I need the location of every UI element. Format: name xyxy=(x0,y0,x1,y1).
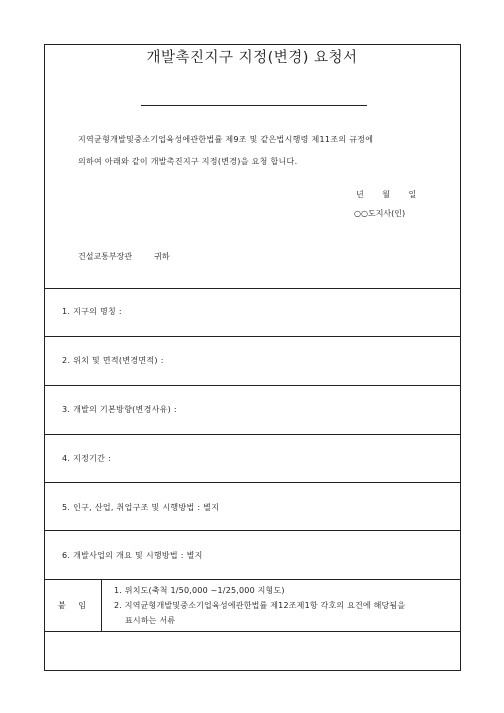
item-6-label: 6. 개발사업의 개요 및 시행방법 : 별지 xyxy=(62,551,203,560)
divider-6 xyxy=(44,530,461,531)
divider-3 xyxy=(44,385,461,386)
item-2-label: 2. 위치 및 면적(변경면적) : xyxy=(62,356,164,365)
attachment-line-2: 2. 지역균형개발및중소기업육성에관한법률 제12조제1항 각호의 요건에 해당됨을 xyxy=(114,601,406,610)
divider-1 xyxy=(44,288,461,289)
document-title: 개발촉진지구 지정(변경) 요청서 xyxy=(146,50,358,66)
body-line-2: 의하여 아래와 같이 개발촉진지구 지정(변경)을 요청 합니다. xyxy=(78,157,298,166)
divider-5 xyxy=(44,482,461,483)
honorific: 귀하 xyxy=(154,252,170,261)
item-5-label: 5. 인구, 산업, 취업구조 및 시행방법 : 별지 xyxy=(62,503,220,512)
attachment-column-divider xyxy=(101,579,102,631)
item-3-label: 3. 개발의 기본방향(변경사유) : xyxy=(62,405,177,414)
divider-8 xyxy=(44,631,461,632)
divider-2 xyxy=(44,336,461,337)
issuer-signature: ○○도지사(인) xyxy=(354,209,406,218)
item-4-label: 4. 지정기간 : xyxy=(62,454,112,463)
addressee xyxy=(78,251,170,262)
attachment-line-1: 1. 위치도(축척 1/50,000 ~1/25,000 지형도) xyxy=(114,586,285,595)
divider-7 xyxy=(44,579,461,580)
date-line: 년 월 일 xyxy=(356,190,417,199)
divider-4 xyxy=(44,434,461,435)
attachment-header: 붙 임 xyxy=(58,601,86,610)
attachment-line-3: 표시하는 서류 xyxy=(125,616,176,625)
body-line-1: 지역균형개발및중소기업육성에관한법률 제9조 및 같은법시행령 제11조의 규정에 xyxy=(78,135,374,144)
title-underline xyxy=(141,105,367,106)
item-1-label: 1. 지구의 명칭 : xyxy=(62,307,122,316)
addressee-name: 건설교통부장관 xyxy=(78,252,133,261)
